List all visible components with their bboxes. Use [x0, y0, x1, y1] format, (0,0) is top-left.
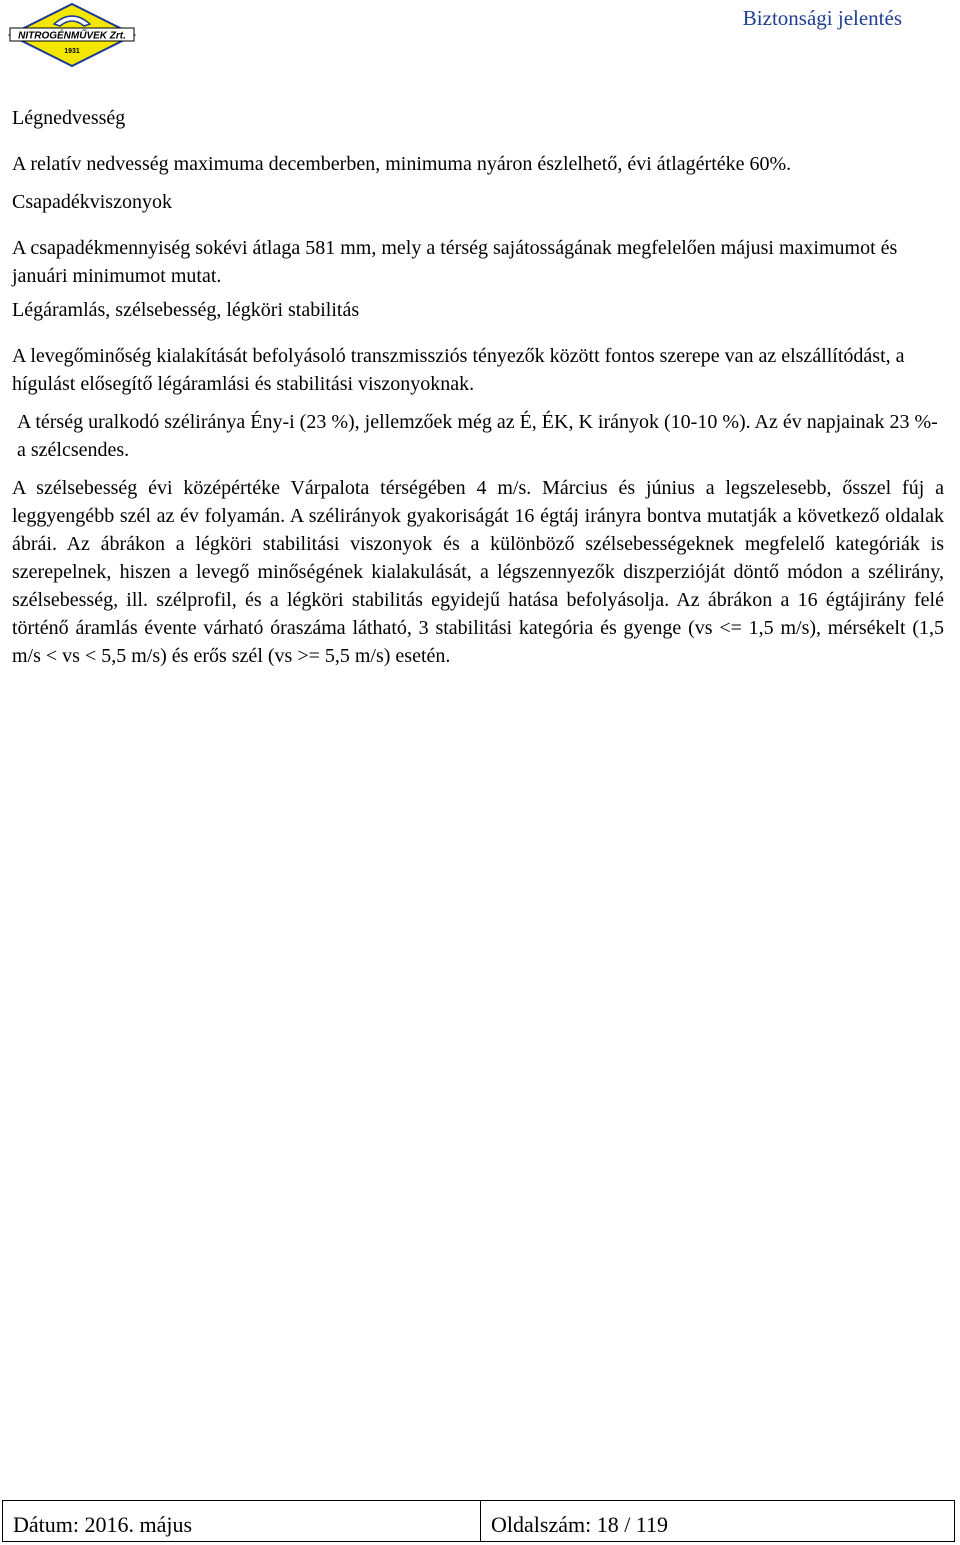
footer-date: Dátum: 2016. május: [3, 1501, 481, 1541]
company-logo: [8, 2, 136, 68]
page-footer: [2, 1500, 955, 1542]
paragraph: A térség uralkodó széliránya Ény-i (23 %), jellemzőek még az É, ÉK, K irányok (10-10 %). Az év napjainak 23 %-a szélcsendes.: [17, 411, 938, 461]
paragraph: A levegőminőség kialakítását befolyásoló transzmissziós tényezők között fontos szerepe van az elszállítódást, a hígulást elősegítő légáramlási és stabilitási viszonyoknak.: [12, 345, 905, 395]
footer-page-number: Oldalszám: 18 / 119: [491, 1512, 668, 1537]
logo-year: 1931: [64, 48, 80, 55]
logo-text: NITROGÉNMŰVEK Zrt.: [18, 30, 126, 42]
paragraph: A relatív nedvesség maximuma decemberben, minimuma nyáron észlelhető, évi átlagértéke 60%.: [12, 153, 792, 175]
section-heading-wind: Légáramlás, szélsebesség, légköri stabilitás: [12, 299, 360, 321]
section-heading-precipitation: Csapadékviszonyok: [12, 191, 172, 213]
company-logo-icon: [8, 2, 136, 68]
header-title: Biztonsági jelentés: [742, 6, 902, 30]
paragraph: A csapadékmennyiség sokévi átlaga 581 mm, mely a térség sajátosságának megfelelően májusi maximumot és januári minimumot mutat.: [12, 237, 898, 287]
document-body: [12, 104, 944, 680]
paragraph: A szélsebesség évi középértéke Várpalota térségében 4 m/s. Március és június a legszelesebb, ősszel fúj a leggyengébb szél az év folyamán. A szélirányok gyakoriságát 16 égtáj irányra bontva mutatják a következő oldalak ábrái. Az ábrákon a légköri stabilitási viszonyok és a különböző szélsebességeknek megfelelő kategóriák is szerepelnek, hiszen a levegő minőségének kialakulását, a légszennyezők diszperzióját döntő módon a szélirány, szélsebesség, ill. szélprofil, és a légköri stabilitás egyidejű hatása befolyásolja. Az ábrákon a 16 égtájirány felé történő áramlás évente várható óraszáma látható, 3 stabilitási kategória és gyenge (vs <= 1,5 m/s), mérsékelt (1,5 m/s < vs < 5,5 m/s) és erős szél (vs >= 5,5 m/s) esetén.: [12, 477, 944, 667]
section-heading-humidity: Légnedvesség: [12, 107, 126, 129]
